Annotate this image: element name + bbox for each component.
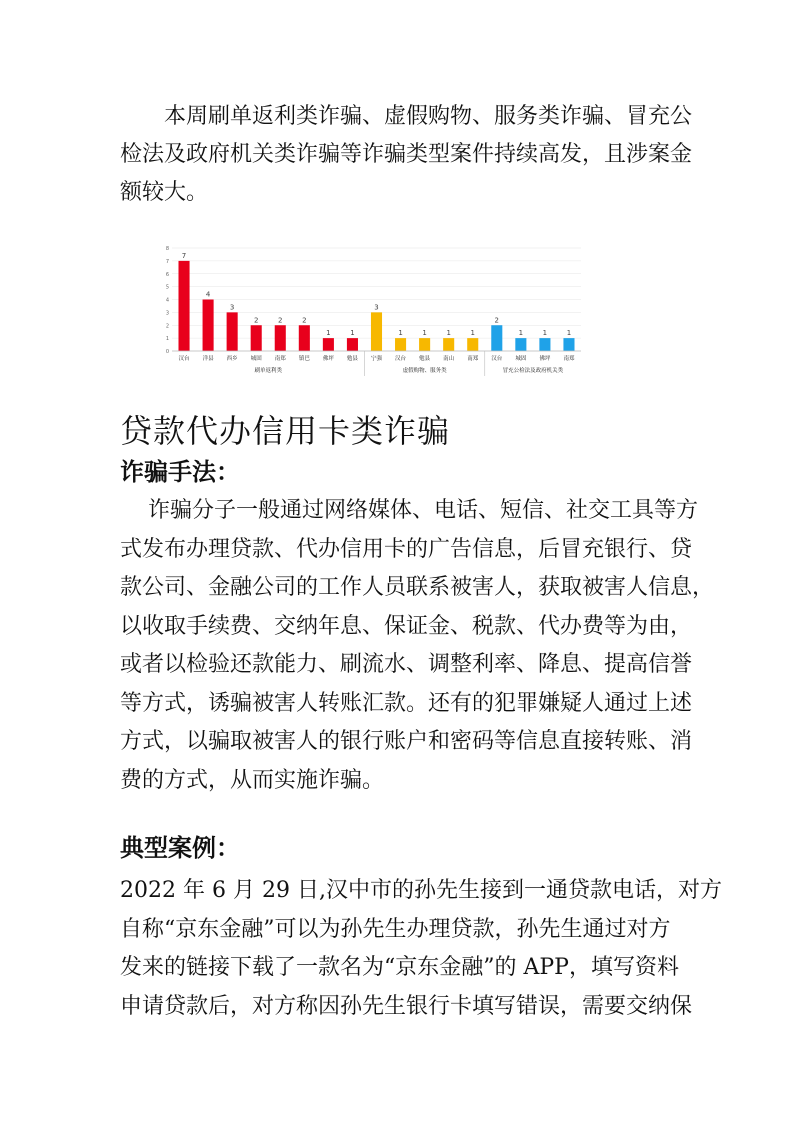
- method-line: 式发布办理贷款、代办信用卡的广告信息，后冒充银行、贷: [120, 536, 693, 562]
- category-label: 城固: [250, 356, 262, 362]
- bar: [251, 325, 262, 351]
- intro-paragraph: [120, 98, 693, 212]
- case-line: 2022 年 6 月 29 日,汉中市的孙先生接到一通贷款电话，对方: [120, 878, 722, 903]
- y-tick-label: 4: [165, 297, 169, 304]
- y-tick-label: 8: [165, 246, 169, 252]
- category-label: 汉台: [395, 356, 407, 362]
- case-heading: 典型案例：: [120, 834, 240, 862]
- category-label: 勉县: [346, 356, 358, 362]
- bar: [491, 325, 502, 351]
- method-paragraph: [120, 492, 715, 800]
- case-line: 自称“京东金融”可以为孙先生办理贷款，孙先生通过对方: [120, 916, 671, 942]
- category-label: 宁强: [370, 356, 383, 362]
- bar: [563, 338, 574, 351]
- bar-value-label: 4: [205, 290, 211, 299]
- bar-value-label: 1: [422, 329, 427, 338]
- bar: [443, 338, 454, 351]
- y-tick-label: 7: [165, 258, 169, 265]
- section-title: 贷款代办信用卡类诈骗: [120, 412, 451, 450]
- category-label: 城固: [515, 356, 527, 362]
- category-label: 佛坪: [322, 356, 334, 362]
- y-tick-label: 3: [165, 310, 169, 317]
- fraud-type-bar-chart: [160, 240, 585, 380]
- intro-line: 额较大。: [120, 180, 209, 205]
- category-label: 汉台: [491, 356, 503, 362]
- bar-value-label: 2: [253, 316, 259, 325]
- method-line: 等方式，诱骗被害人转账汇款。还有的犯罪嫌疑人通过上述: [120, 690, 693, 716]
- bar: [227, 312, 238, 351]
- bar-value-label: 1: [542, 329, 548, 338]
- bar-value-label: 7: [181, 251, 187, 260]
- bar: [299, 325, 310, 351]
- bar: [467, 338, 478, 351]
- method-line: 方式，以骗取被害人的银行账户和密码等信息直接转账、消: [120, 729, 693, 754]
- category-label: 佛坪: [539, 356, 551, 362]
- intro-line: 本周刷单返利类诈骗、虚假购物、服务类诈骗、冒充公: [164, 104, 693, 129]
- intro-line: 检法及政府机关类诈骗等诈骗类型案件持续高发，且涉案金: [120, 142, 693, 167]
- y-tick-label: 0: [165, 349, 169, 355]
- category-label: 南郑: [563, 356, 575, 362]
- bar: [371, 312, 382, 351]
- category-label: 汉台: [178, 356, 190, 362]
- bar-value-label: 2: [302, 316, 307, 325]
- bar-value-label: 2: [278, 316, 283, 325]
- bar-value-label: 2: [494, 316, 500, 325]
- method-line: 或者以检验还款能力、刷流水、调整利率、降息、提高信誉: [120, 652, 693, 677]
- category-label: 南山: [443, 356, 455, 362]
- category-label: 洋县: [202, 356, 214, 362]
- bar-value-label: 1: [566, 329, 572, 338]
- bar-value-label: 1: [398, 329, 403, 338]
- method-line: 款公司、金融公司的工作人员联系被害人，获取被害人信息，: [120, 575, 715, 600]
- bar: [323, 338, 334, 351]
- method-line: 以收取手续费、交纳年息、保证金、税款、代办费等为由，: [120, 613, 693, 639]
- method-line: 诈骗分子一般通过网络媒体、电话、短信、社交工具等方: [148, 498, 699, 523]
- bar-value-label: 1: [326, 329, 331, 338]
- group-label: 刷单返利类: [254, 368, 282, 374]
- method-line: 费的方式，从而实施诈骗。: [120, 767, 385, 793]
- bar: [178, 261, 189, 351]
- bar-value-label: 1: [446, 329, 451, 338]
- bar-value-label: 1: [518, 329, 524, 338]
- case-line: 申请贷款后，对方称因孙先生银行卡填写错误，需要交纳保: [120, 993, 693, 1019]
- category-label: 西乡: [226, 356, 238, 362]
- y-tick-label: 5: [165, 284, 169, 291]
- group-label: 冒充公检法及政府机关类: [502, 368, 564, 374]
- bar-value-label: 1: [470, 329, 475, 338]
- bar: [419, 338, 430, 351]
- method-heading: 诈骗手法：: [120, 458, 240, 486]
- group-label: 虚假购物、服务类: [402, 368, 447, 374]
- y-tick-label: 1: [165, 336, 169, 343]
- category-label: 镇巴: [298, 356, 310, 362]
- bar: [275, 325, 286, 351]
- category-label: 南郑: [274, 356, 286, 362]
- bar-value-label: 3: [229, 303, 235, 312]
- bar: [203, 300, 214, 352]
- case-paragraph: [120, 872, 722, 1026]
- bar: [515, 338, 526, 351]
- y-tick-label: 6: [165, 271, 169, 278]
- bar-value-label: 1: [350, 329, 355, 338]
- bar: [395, 338, 406, 351]
- case-line: 发来的链接下载了一款名为“京东金融”的 APP，填写资料: [120, 955, 679, 980]
- category-label: 勉县: [419, 356, 431, 362]
- category-label: 南郑: [467, 356, 479, 362]
- bar-value-label: 3: [374, 303, 379, 312]
- bar: [539, 338, 550, 351]
- y-tick-label: 2: [165, 323, 169, 330]
- bar: [347, 338, 358, 351]
